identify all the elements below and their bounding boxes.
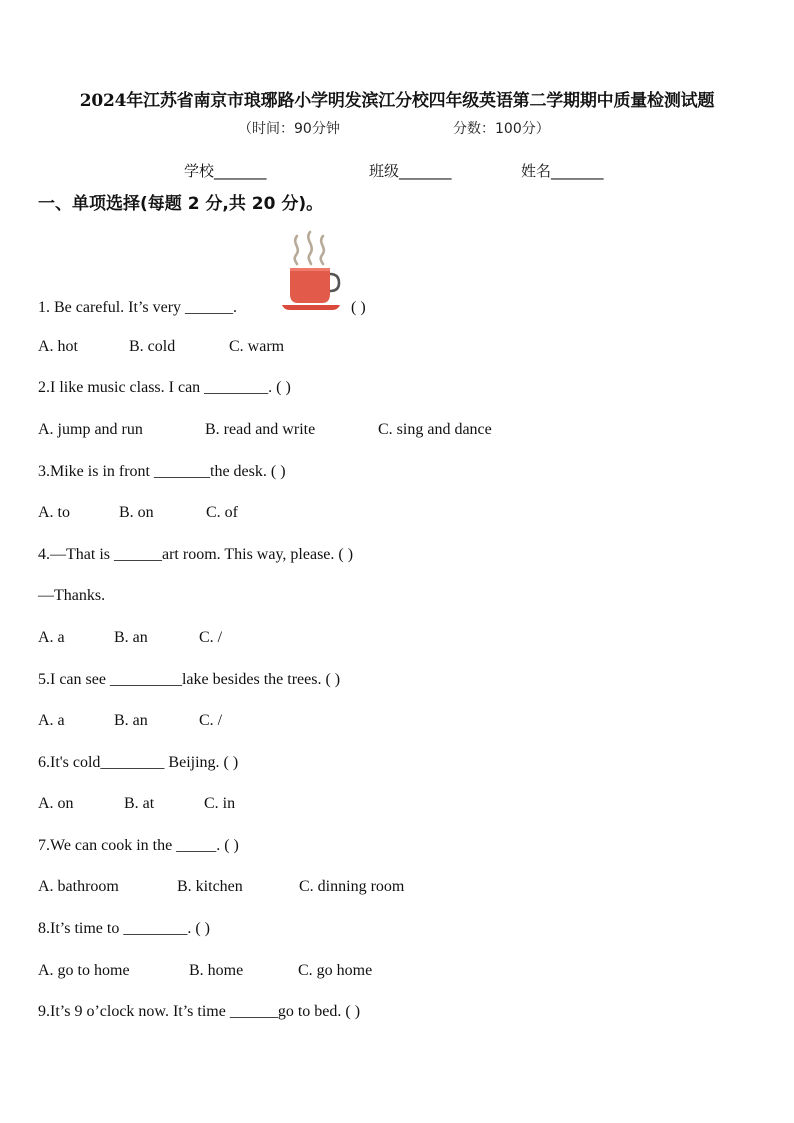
class-field: 班级_______ <box>369 162 452 180</box>
question-9-stem: 9.It’s 9 o’clock now. It’s time ______go to bed. ( ) <box>38 1003 361 1020</box>
q6-option-c: C. in <box>204 795 236 812</box>
q5-option-c: C. / <box>199 712 223 729</box>
question-4-reply: —Thanks. <box>38 587 106 604</box>
section-heading: 一、单项选择(每题 2 分,共 20 分)。 <box>38 194 324 214</box>
q8-option-c: C. go home <box>298 962 373 979</box>
school-field: 学校_______ <box>184 162 267 180</box>
q5-option-a: A. a <box>38 712 65 729</box>
question-7-stem: 7.We can cook in the _____. ( ) <box>38 837 239 854</box>
q7-option-b: B. kitchen <box>177 878 243 895</box>
name-field: 姓名_______ <box>521 162 604 180</box>
question-8-stem: 8.It’s time to ________. ( ) <box>38 920 210 937</box>
q1-option-c: C. warm <box>229 338 285 355</box>
q4-option-c: C. / <box>199 629 223 646</box>
q3-option-b: B. on <box>119 504 154 521</box>
q6-option-b: B. at <box>124 795 155 812</box>
q8-option-a: A. go to home <box>38 962 130 979</box>
q8-option-b: B. home <box>189 962 244 979</box>
q3-option-c: C. of <box>206 504 238 521</box>
q7-option-a: A. bathroom <box>38 878 119 895</box>
exam-time: （时间：90分钟 <box>238 121 340 137</box>
q4-option-b: B. an <box>114 629 148 646</box>
q3-option-a: A. to <box>38 504 70 521</box>
page-title: 2024年江苏省南京市琅琊路小学明发滨江分校四年级英语第二学期期中质量检测试题 <box>79 91 715 111</box>
q4-option-a: A. a <box>38 629 65 646</box>
question-5-stem: 5.I can see _________lake besides the trees. ( ) <box>38 671 341 688</box>
question-1-answer-paren: ( ) <box>351 299 366 316</box>
q6-option-a: A. on <box>38 795 74 812</box>
question-2-stem: 2.I like music class. I can ________. ( ) <box>38 379 291 396</box>
question-1-stem: 1. Be careful. It’s very ______. <box>38 299 238 316</box>
q2-option-c: C. sing and dance <box>378 421 492 438</box>
question-3-stem: 3.Mike is in front _______the desk. ( ) <box>38 463 286 480</box>
hot-tea-cup-icon <box>282 228 342 312</box>
q2-option-b: B. read and write <box>205 421 316 438</box>
q2-option-a: A. jump and run <box>38 421 143 438</box>
question-4-stem: 4.—That is ______art room. This way, please. ( ) <box>38 546 354 563</box>
q5-option-b: B. an <box>114 712 148 729</box>
q7-option-c: C. dinning room <box>299 878 405 895</box>
q1-option-a: A. hot <box>38 338 78 355</box>
q1-option-b: B. cold <box>129 338 176 355</box>
question-6-stem: 6.It's cold________ Beijing. ( ) <box>38 754 239 771</box>
exam-score: 分数：100分） <box>453 121 550 137</box>
